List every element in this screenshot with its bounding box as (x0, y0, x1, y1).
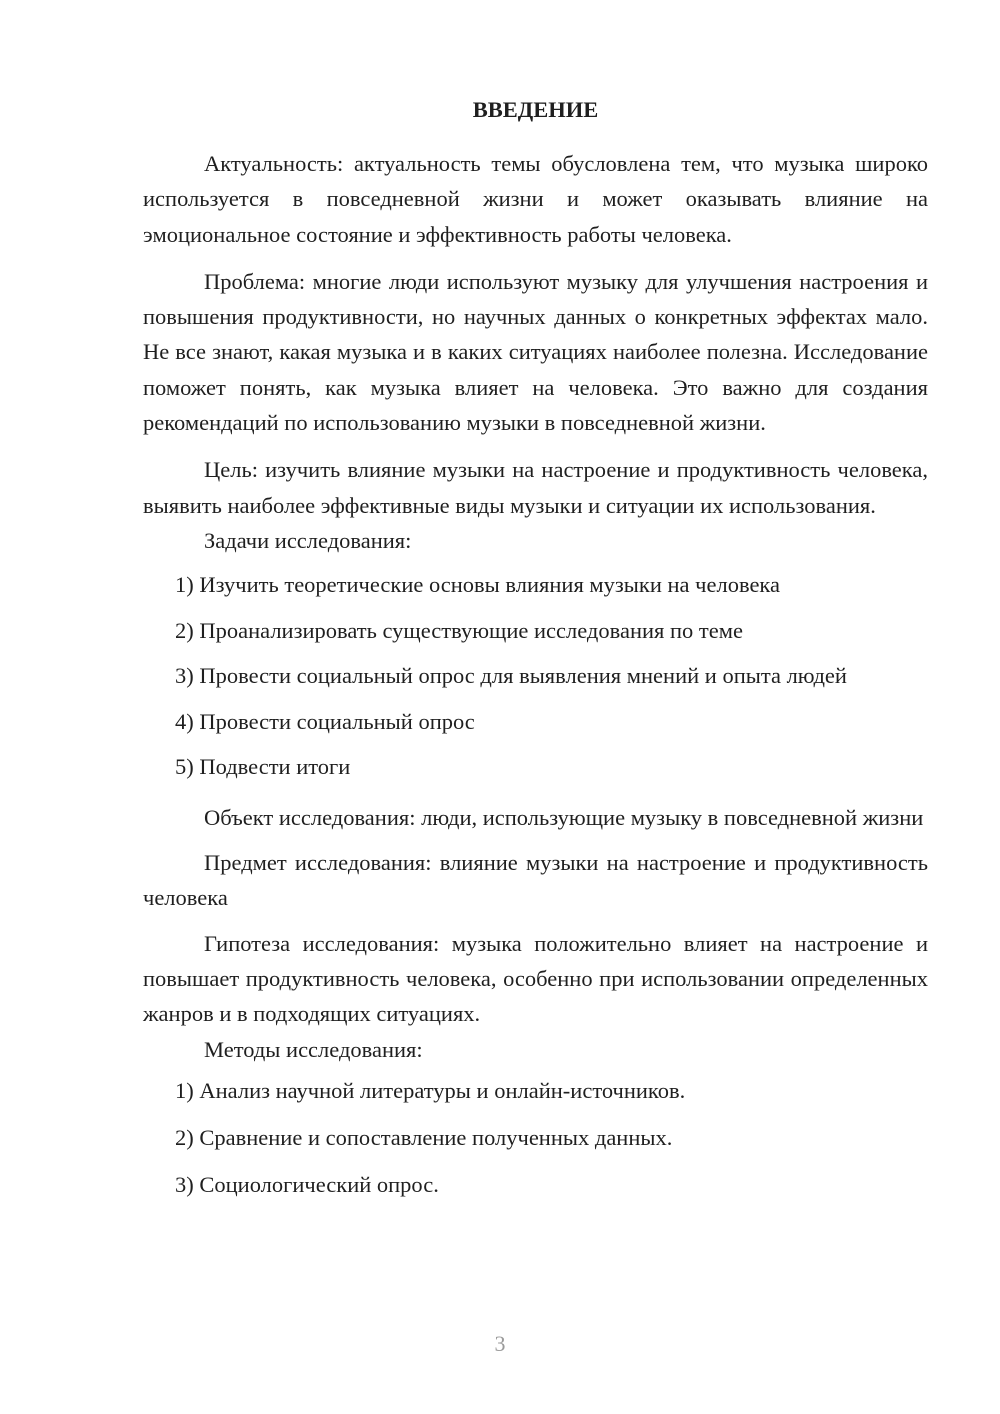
list-item: 2) Проанализировать существующие исследования по теме (175, 617, 743, 643)
list-item: 1) Изучить теоретические основы влияния музыки на человека (175, 572, 781, 598)
page-number: 3 (494, 1331, 506, 1356)
relevance-paragraph: Актуальность: актуальность темы обусловлена тем, что музыка широко используется в повседневной жизни и может оказывать влияние на эмоциональное состояние и эффективность работы человека. (143, 151, 928, 247)
methods-list (143, 1067, 928, 1208)
page-title: ВВЕДЕНИЕ (472, 97, 599, 122)
list-item: 2) Сравнение и сопоставление полученных данных. (175, 1124, 673, 1150)
tasks-heading: Задачи исследования: (204, 527, 412, 553)
subject-paragraph: Предмет исследования: влияние музыки на настроение и продуктивность человека (143, 850, 928, 911)
hypothesis-paragraph: Гипотеза исследования: музыка положительно влияет на настроение и повышает продуктивность человека, особенно при использовании определенных жанров и в подходящих ситуациях. (143, 930, 928, 1027)
list-item: 5) Подвести итоги (175, 754, 351, 780)
list-item: 3) Провести социальный опрос для выявления мнений и опыта людей (175, 663, 847, 689)
list-item: 1) Анализ научной литературы и онлайн-источников. (175, 1077, 686, 1103)
document-page (143, 92, 928, 1208)
goal-paragraph: Цель: изучить влияние музыки на настроение и продуктивность человека, выявить наиболее эффективные виды музыки и ситуации их использования. (143, 457, 928, 518)
tasks-list (143, 562, 928, 790)
object-paragraph: Объект исследования: люди, использующие музыку в повседневной жизни (204, 804, 924, 830)
problem-paragraph: Проблема: многие люди используют музыку для улучшения настроения и повышения продуктивности, но научных данных о конкретных эффектах мало. Не все знают, какая музыка и в каких ситуациях наиболее полезна. Исследование поможет понять, как музыка влияет на человека. Это важно для создания рекомендаций по использованию музыки в повседневной жизни. (143, 268, 928, 436)
list-item: 4) Провести социальный опрос (175, 708, 475, 734)
list-item: 3) Социологический опрос. (175, 1171, 439, 1197)
methods-heading: Методы исследования: (204, 1036, 423, 1062)
